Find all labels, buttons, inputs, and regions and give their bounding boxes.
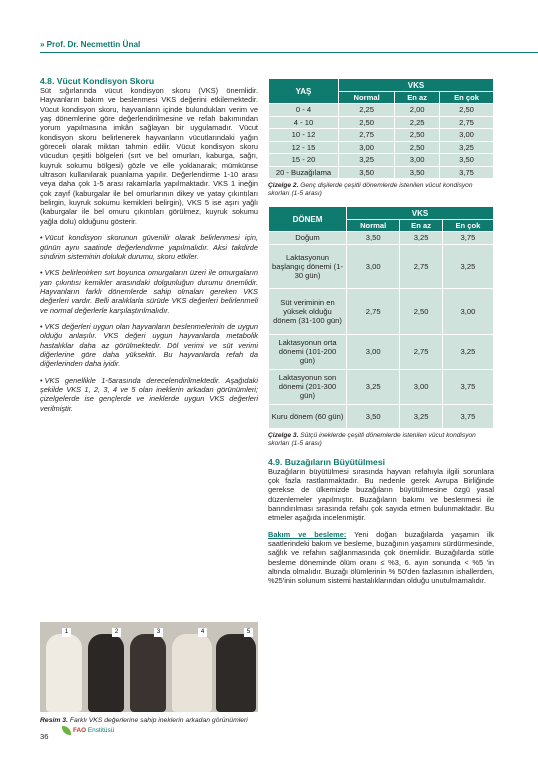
bullet-item: • VKS genellikle 1-5arasında derecelendirilmektedir. Aşağıdaki şekilde VKS 1, 2, 3, 4 ve 5 olan ineklerin arkadan görünümleri; çizelgelerde ise gençlerde ve ineklerde uygun VKS değerleri verilmiştir.	[40, 375, 258, 413]
table-caption: Çizelge 2. Genç dişilerde çeşitli dönemlerde istenilen vücut kondisyon skorları (1-5 arası)	[268, 182, 473, 197]
vks-number-label: 5	[244, 628, 253, 637]
bullet-item: • Vücut kondisyon skorunun güvenilir olarak belirlenmesi için, günün aynı saatinde değerlendirme yapılmalıdır. Aksi takdirde sindirim sisteminin doluluk durumu, skoru etkiler.	[40, 233, 258, 261]
table-age-vks	[268, 78, 494, 179]
right-column	[268, 78, 494, 586]
section-48-title: 4.8. Vücut Kondisyon Skoru	[40, 76, 155, 86]
table-header: VKS	[339, 79, 494, 92]
table-caption: Çizelge 3. Sütçü ineklerde çeşitli dönemlerde istenilen vücut kondisyon skorları (1-5 arası)	[268, 431, 476, 447]
cow-figure	[88, 634, 124, 712]
author-name: Prof. Dr. Necmettin Ünal	[46, 40, 141, 49]
left-column	[40, 76, 258, 413]
header-rule	[40, 52, 538, 53]
table-header: En çok	[440, 92, 494, 104]
footer-logo: FAO Enstitüsü	[62, 726, 114, 735]
section-49-title: 4.9. Buzağıların Büyütülmesi	[268, 456, 385, 467]
table-header: En çok	[442, 220, 493, 232]
table-row: Laktasyonun son dönemi (201-300 gün) 3,25 3,00 3,75	[269, 369, 494, 404]
table-row: Laktasyonun orta dönemi (101-200 gün) 3,00 2,75 3,25	[269, 334, 494, 369]
table-row: Süt veriminin en yüksek olduğu dönem (31-100 gün) 2,75 2,50 3,00	[269, 288, 494, 334]
cow-figure	[172, 634, 212, 712]
table-header: En az	[400, 220, 443, 232]
vks-number-label: 4	[198, 628, 207, 637]
care-feeding-paragraph	[268, 530, 494, 586]
chevron-icon: »	[40, 40, 44, 49]
cow-figure	[216, 634, 256, 712]
care-feeding-text: Yeni doğan buzağılarda yaşamın ilk saatlerindeki bakım ve besleme, buzağının yaşamını sürdürmesinde, sağlık ve refahın sağlanmasında çok önemlidir. Buzağılarda sütle besleme döneminde ölüm oranı ≤ %3, 6. ayın sonunda < %5 'in altında olmalıdır. Buzağı ölümlerinin % 50'den fazlasının ishallerden, %25'inin solunum sistemi hastalıklarından olduğu unutulmamalıdır.	[268, 529, 494, 586]
page-number: 36	[40, 732, 49, 741]
vks-number-label: 3	[154, 628, 163, 637]
table-header: Normal	[339, 92, 395, 104]
table-row: 15 - 20 3,25 3,00 3,50	[269, 154, 494, 167]
care-feeding-title: Bakım ve besleme:	[268, 529, 347, 539]
cow-figure	[130, 634, 166, 712]
leaf-icon	[62, 726, 71, 735]
vks-number-label: 1	[62, 628, 71, 637]
table-row: 10 - 12 2,75 2,50 3,00	[269, 129, 494, 142]
table-header: VKS	[347, 207, 494, 220]
table-row: Kuru dönem (60 gün) 3,50 3,25 3,75	[269, 404, 494, 428]
table-period-vks	[268, 206, 494, 429]
table-row: 0 - 4 2,25 2,00 2,50	[269, 104, 494, 117]
table-row: 12 - 15 3,00 2,50 3,25	[269, 141, 494, 154]
section-48-paragraph: Süt sığırlarında vücut kondisyon skoru (VKS) önemlidir. Hayvanların bakım ve beslenmesi VKS değerini etkilemektedir. Vücut kondisyon skoru, hayvanların içinde bulundukları verim ve yaş dönemlerine göre değerlendirilmesine ve refah bakımından yorum yapılmasına imkân sağlayan bir uygulamadır. Vücut kondisyon skoru belirlenerek hayvanların vücutlarındaki yağın göreceli olarak miktarı tahmin edilir. Vücut kondisyon skoru vücudun çeşitli bölgeleri (sırt ve bel omurları, kaburga, sağrı, kuyruk sokumu bölgesi) gözle ve elle yoklanarak; mümkünse ultrason kullanılarak puanlama yapılır. Değerlendirme 1-10 arası veya daha çok 1-5 arası rakamlarla yapılmaktadır. VKS 1 ineğin çok zayıf (kaburgalar ile bel omurlarının dikey ve yatay çıkıntıları belirgin, kuyruk sokumu kemikleri belirgin), VKS 5 ise aşırı yağlı (kaburgalar ile bel omuru çıkıntıları görülmez, kuyruk sokumu yağla dolu) olduğunu gösterir.	[40, 86, 258, 226]
photo-caption: Resim 3. Farklı VKS değerlerine sahip ineklerin arkadan görünümleri	[40, 717, 248, 724]
bullet-item: • VKS belirlenirken sırt boyunca omurgaların üzeri ile omurgaların yan çıkıntısı kemikler arasındaki dolgunluğun durumu önemlidir. Hayvanların farklı dönemlerde sahip olmaları gereken VKS değerleri vardır. Belli aralıklarla sürüde VKS değerleri belirlenmeli ve normal değerlerle karşılaştırılmalıdır.	[40, 268, 258, 315]
section-49-paragraph: Buzağıların büyütülmesi sırasında hayvan refahıyla ilgili sorunlara çok fazla rastlanmaktadır. Bu nedenle gerek Avrupa Birliğinde gerekse de ülkemizde buzağıların büyütülmesine özgü yasal düzenlemeler yapılmıştır. Buzağıların bakımı ve beslenmesi ile barındırılması sırasında refahı çok sayıda etmen bulunmaktadır. Bu etmeler aşağıda incelenmiştir.	[268, 466, 494, 523]
cow-figure	[46, 634, 82, 712]
running-header	[40, 40, 140, 49]
table-header: YAŞ	[269, 79, 339, 104]
table-header: Normal	[347, 220, 400, 232]
table-header: En az	[395, 92, 440, 104]
table-row: 4 - 10 2,50 2,25 2,75	[269, 116, 494, 129]
cow-rear-view-photo	[40, 622, 258, 712]
table-row: Laktasyonun başlangıç dönemi (1-30 gün) 3,00 2,75 3,25	[269, 244, 494, 288]
vks-number-label: 2	[112, 628, 121, 637]
table-row: 20 - Buzağılama 3,50 3,50 3,75	[269, 166, 494, 179]
table-header: DÖNEM	[269, 207, 347, 232]
bullet-item: • VKS değerleri uygun olan hayvanların beslenmelerinin de uygun olduğu anlaşılır. VKS değeri uygun hayvanlarda metabolik hastalıklar daha az görülmektedir. Döl verimi ve süt verimi diğerlerine göre daha yüksektir. Bu hayvanlarda refah da diğerlerinden daha iyidir.	[40, 321, 258, 369]
table-row: Doğum 3,50 3,25 3,75	[269, 232, 494, 245]
